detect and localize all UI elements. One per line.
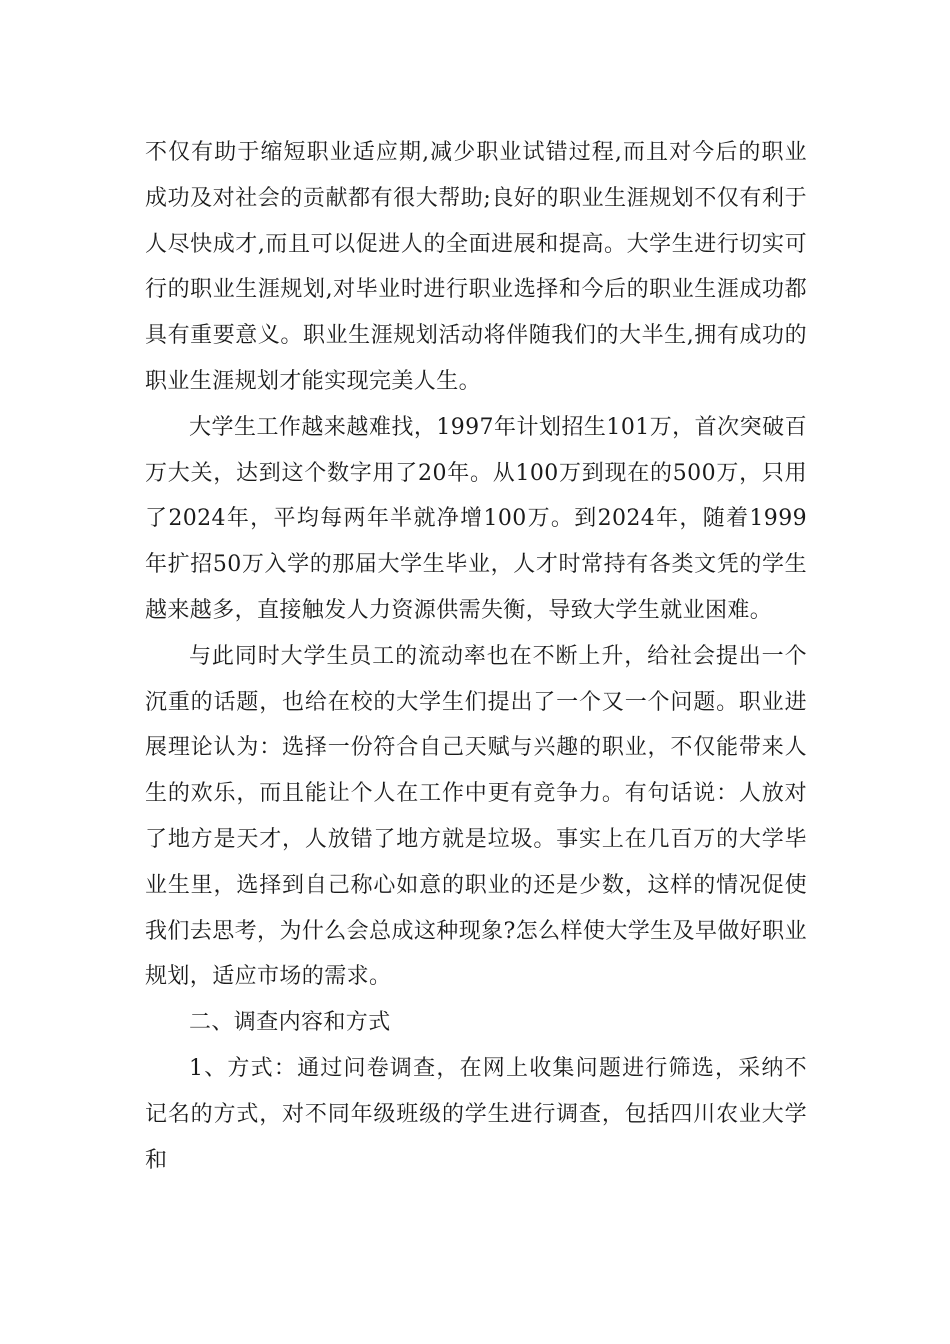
paragraph-graduate-employment: 大学生工作越来越难找，1997年计划招生101万，首次突破百万大关，达到这个数字用了20年。从100万到现在的500万，只用了2024年，平均每两年半就净增100万。到2024年，随着1999年扩招50万入学的那届大学生毕业，人才时常持有各类文凭的学生越来越多，直接触发人力资源供需失衡，导致大学生就业困难。: [145, 414, 807, 623]
document-page: [145, 130, 807, 1183]
paragraph-survey-method: 1、方式：通过问卷调查，在网上收集问题进行筛选，采纳不记名的方式，对不同年级班级的学生进行调查，包括四川农业大学和: [145, 1055, 807, 1173]
paragraph-career-planning-benefits: 不仅有助于缩短职业适应期,减少职业试错过程,而且对今后的职业成功及对社会的贡献都有很大帮助;良好的职业生涯规划不仅有利于人尽快成才,而且可以促进人的全面进展和提高。大学生进行切实可行的职业生涯规划,对毕业时进行职业选择和今后的职业生涯成功都具有重要意义。职业生涯规划活动将伴随我们的大半生,拥有成功的职业生涯规划才能实现完美人生。: [145, 140, 807, 394]
section-heading-survey: 二、调查内容和方式: [189, 1010, 391, 1036]
paragraph-employee-turnover: 与此同时大学生员工的流动率也在不断上升，给社会提出一个沉重的话题，也给在校的大学生们提出了一个又一个问题。职业进展理论认为：选择一份符合自己天赋与兴趣的职业，不仅能带来人生的欢乐，而且能让个人在工作中更有竞争力。有句话说：人放对了地方是天才，人放错了地方就是垃圾。事实上在几百万的大学毕业生里，选择到自己称心如意的职业的还是少数，这样的情况促使我们去思考，为什么会总成这种现象?怎么样使大学生及早做好职业规划，适应市场的需求。: [145, 643, 807, 990]
